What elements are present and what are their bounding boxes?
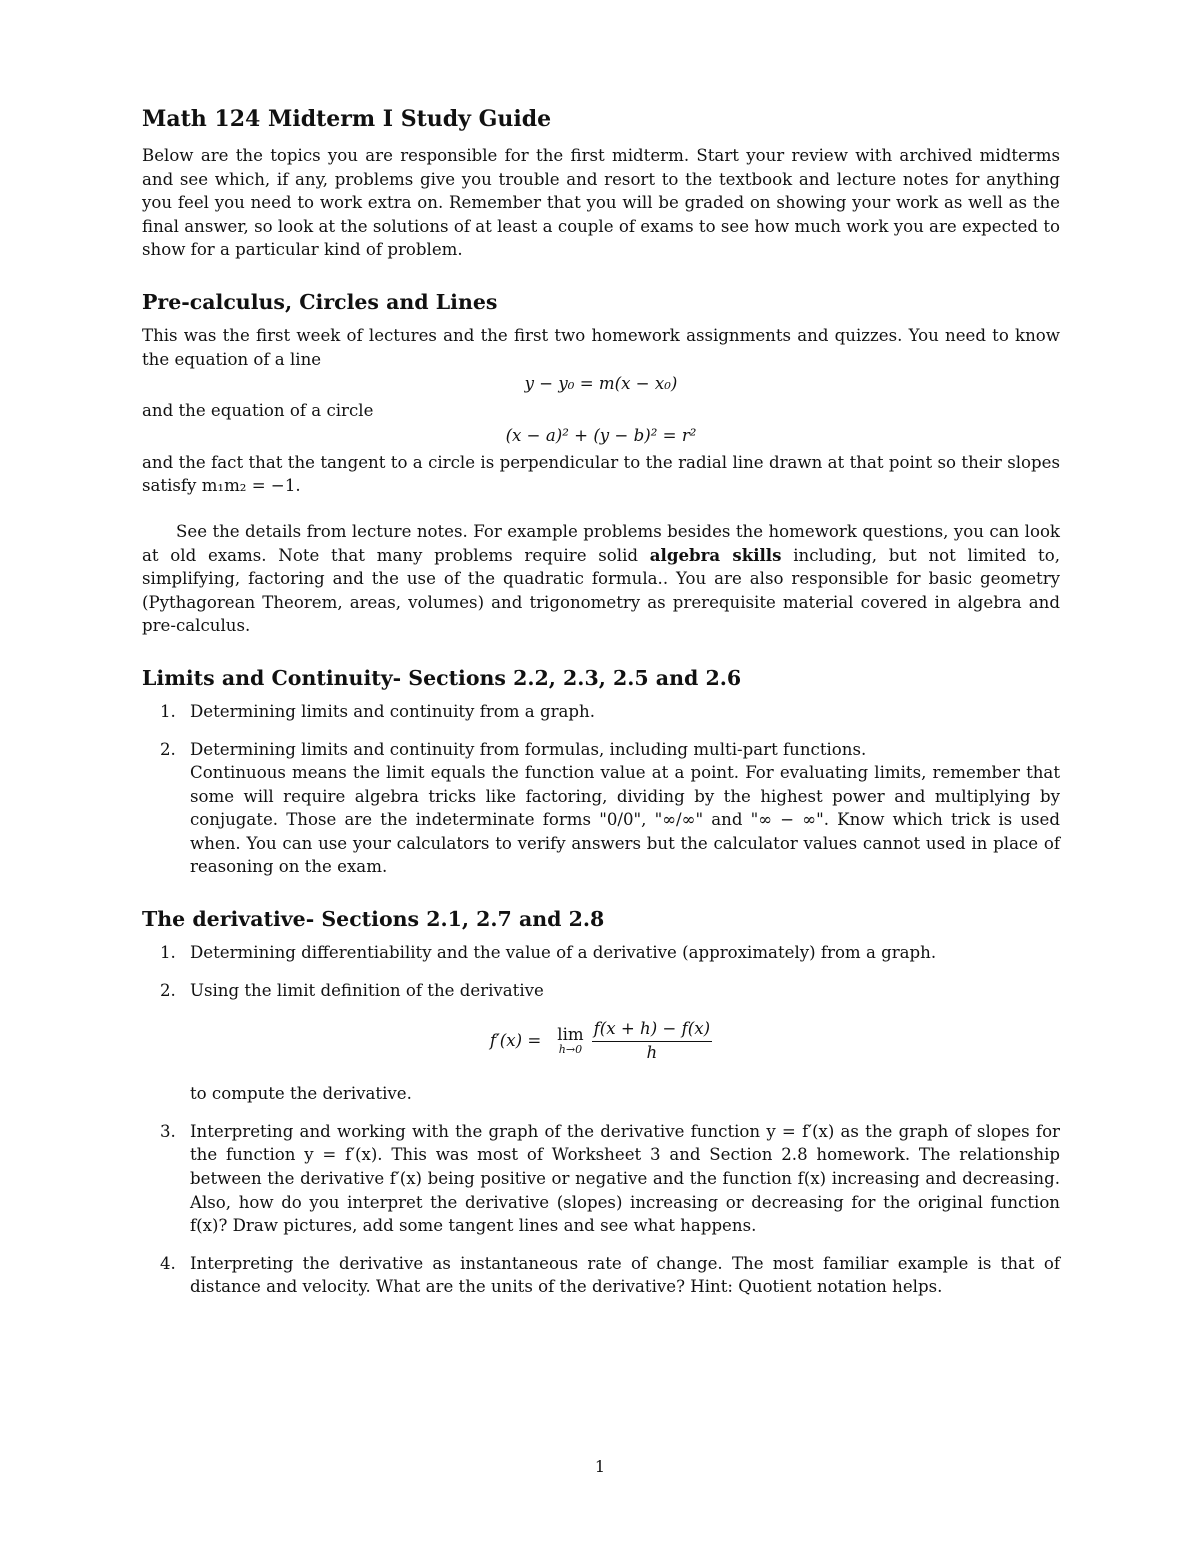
page-number: 1: [594, 1457, 606, 1476]
paragraph-gap: [142, 498, 1060, 520]
list-number: 2.: [160, 739, 176, 759]
list-item-text: Determining limits and continuity from a graph.: [190, 701, 595, 721]
list-item: [142, 941, 1060, 965]
derivative-list: [142, 941, 1060, 1299]
limit-operator: [557, 1026, 583, 1056]
fraction-numerator: f(x + h) − f(x): [592, 1018, 713, 1042]
section-heading-derivative: The derivative- Sections 2.1, 2.7 and 2.8: [142, 907, 605, 932]
limit-word: lim: [557, 1025, 584, 1045]
equation-lhs: f′(x) =: [489, 1031, 542, 1051]
precalc-paragraph-4: [142, 520, 1060, 638]
list-item: [142, 1252, 1060, 1299]
line-equation: y − y₀ = m(x − x₀): [524, 374, 678, 394]
list-number: 2.: [160, 980, 176, 1000]
list-item: [142, 700, 1060, 724]
list-item-text: Interpreting the derivative as instantaneous rate of change. The most familiar example is that of distance and velocity. What are the units of the derivative? Hint: Quotient notation helps.: [190, 1253, 1060, 1297]
intro-paragraph: Below are the topics you are responsible for the first midterm. Start your review with archived midterms and see which, if any, problems give you trouble and resort to the textbook and lecture notes for anything you feel you need to work extra on. Remember that you will be graded on showing your work as well as the final answer, so look at the solutions of at least a couple of exams to see how much work you are expected to show for a particular kind of problem.: [142, 146, 1060, 260]
derivative-definition-equation: [190, 1018, 1060, 1064]
list-item-text: Interpreting and working with the graph of the derivative function y = f′(x) as the graph of slopes for the function y = f′(x). This was most of Worksheet 3 and Section 2.8 homework. The relationship between the derivative f′(x) being positive or negative and the function f(x) increasing and decreasing. Also, how do you interpret the derivative (slopes) increasing or decreasing for the original function f(x)? Draw pictures, add some tangent lines and see what happens.: [190, 1121, 1060, 1236]
fraction-denominator: h: [646, 1043, 658, 1063]
precalc-paragraph-2: and the equation of a circle: [142, 401, 374, 421]
list-item-followup: to compute the derivative.: [190, 1084, 412, 1104]
limits-list: [142, 700, 1060, 879]
list-item-body: Continuous means the limit equals the function value at a point. For evaluating limits, remember that some will require algebra tricks like factoring, dividing by the highest power and multiplying by conjugate. Those are the indeterminate forms "0/0", "∞/∞" and "∞ − ∞". Know which trick is used when. You can use your calculators to verify answers but the calculator values cannot used in place of reasoning on the exam.: [190, 763, 1060, 877]
list-number: 1.: [160, 943, 176, 963]
list-item-text: Determining differentiability and the value of a derivative (approximately) from a graph.: [190, 943, 937, 963]
precalc-paragraph-1: This was the first week of lectures and the first two homework assignments and quizzes. You need to know the equation of a line: [142, 325, 1060, 369]
list-number: 3.: [160, 1121, 176, 1141]
algebra-skills-bold: algebra skills: [649, 544, 782, 565]
document-content: [142, 104, 1060, 1313]
precalc-p4-end: including, but not limited to, simplifying, factoring and the use of the quadratic formula.. You are also responsible for basic geometry (Pythagorean Theorem, areas, volumes) and trigonometry as prerequisite material covered in algebra and pre-calculus.: [142, 545, 1060, 636]
list-item: [142, 979, 1060, 1106]
list-item-text: Determining limits and continuity from formulas, including multi-part functions.: [190, 739, 867, 759]
section-heading-limits: Limits and Continuity- Sections 2.2, 2.3, 2.5 and 2.6: [142, 665, 742, 690]
precalc-p4-start: See the details from lecture notes. For example problems besides the homework questions, you can look at old exams. Note that many problems require solid: [142, 521, 1060, 565]
document-title: Math 124 Midterm I Study Guide: [142, 106, 552, 132]
list-item-text: Using the limit definition of the derivative: [190, 980, 544, 1000]
precalc-paragraph-3: and the fact that the tangent to a circle is perpendicular to the radial line drawn at that point so their slopes satisfy m₁m₂ = −1.: [142, 452, 1060, 496]
list-item: [142, 738, 1060, 880]
list-item: [142, 1120, 1060, 1238]
difference-quotient: [592, 1018, 713, 1064]
circle-equation: (x − a)² + (y − b)² = r²: [505, 425, 697, 445]
list-number: 1.: [160, 701, 176, 721]
limit-subscript: h→0: [558, 1043, 583, 1057]
section-heading-precalculus: Pre-calculus, Circles and Lines: [142, 289, 498, 314]
list-number: 4.: [160, 1253, 176, 1273]
